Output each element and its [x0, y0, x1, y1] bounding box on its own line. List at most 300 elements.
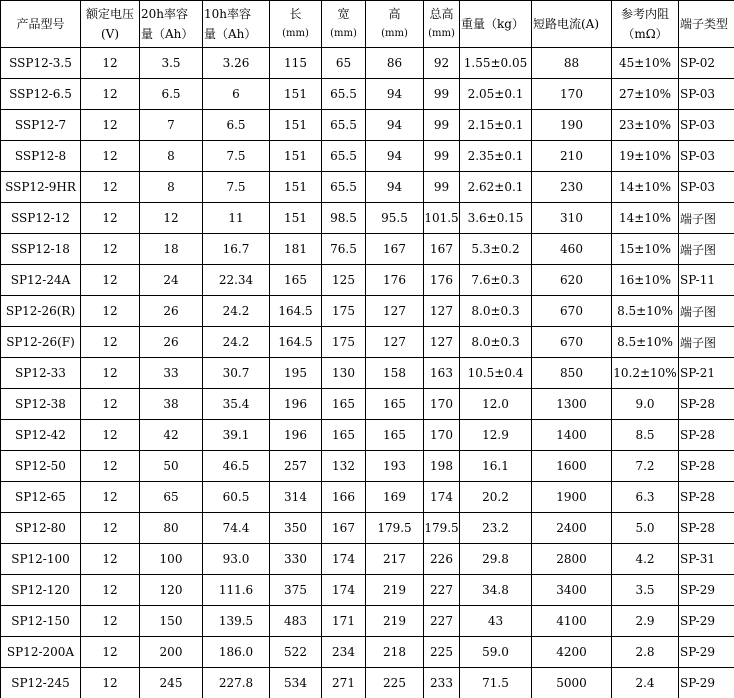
cell-short-circuit: 190 — [532, 110, 612, 141]
cell-terminal: SP-03 — [679, 141, 734, 172]
cell-resistance: 14±10% — [612, 172, 679, 203]
cell-terminal: SP-28 — [679, 420, 734, 451]
cell-cap10: 111.6 — [203, 575, 270, 606]
cell-width: 166 — [322, 482, 366, 513]
cell-length: 151 — [270, 172, 322, 203]
cell-short-circuit: 850 — [532, 358, 612, 389]
cell-resistance: 2.9 — [612, 606, 679, 637]
cell-width: 271 — [322, 668, 366, 698]
cell-length: 375 — [270, 575, 322, 606]
table-row — [1, 203, 734, 234]
cell-cap20: 3.5 — [140, 48, 203, 79]
header-width — [322, 1, 366, 48]
cell-short-circuit: 460 — [532, 234, 612, 265]
header-terminal: 端子类型 — [679, 1, 734, 48]
cell-terminal: SP-02 — [679, 48, 734, 79]
header-voltage — [81, 1, 140, 48]
header-total-height-label: 总高 — [429, 7, 454, 21]
cell-cap10: 24.2 — [203, 296, 270, 327]
cell-short-circuit: 4100 — [532, 606, 612, 637]
cell-model: SP12-65 — [1, 482, 81, 513]
cell-total-height: 198 — [424, 451, 460, 482]
cell-cap20: 12 — [140, 203, 203, 234]
cell-length: 196 — [270, 420, 322, 451]
cell-model: SP12-120 — [1, 575, 81, 606]
cell-voltage: 12 — [81, 110, 140, 141]
cell-width: 165 — [322, 389, 366, 420]
cell-cap10: 186.0 — [203, 637, 270, 668]
cell-height: 127 — [366, 327, 424, 358]
cell-short-circuit: 3400 — [532, 575, 612, 606]
cell-model: SSP12-6.5 — [1, 79, 81, 110]
cell-terminal: SP-29 — [679, 606, 734, 637]
header-length-unit: (mm) — [282, 28, 309, 39]
cell-length: 165 — [270, 265, 322, 296]
table-row — [1, 79, 734, 110]
cell-height: 167 — [366, 234, 424, 265]
cell-voltage: 12 — [81, 668, 140, 698]
cell-total-height: 163 — [424, 358, 460, 389]
cell-height: 218 — [366, 637, 424, 668]
cell-voltage: 12 — [81, 637, 140, 668]
cell-weight: 12.0 — [460, 389, 532, 420]
table-row — [1, 420, 734, 451]
header-weight: 重量（kg） — [460, 1, 532, 48]
cell-model: SSP12-9HR — [1, 172, 81, 203]
cell-weight: 2.15±0.1 — [460, 110, 532, 141]
cell-terminal: SP-31 — [679, 544, 734, 575]
cell-short-circuit: 210 — [532, 141, 612, 172]
table-row — [1, 637, 734, 668]
cell-short-circuit: 4200 — [532, 637, 612, 668]
cell-cap20: 38 — [140, 389, 203, 420]
cell-voltage: 12 — [81, 389, 140, 420]
cell-voltage: 12 — [81, 358, 140, 389]
cell-cap20: 6.5 — [140, 79, 203, 110]
cell-height: 127 — [366, 296, 424, 327]
cell-cap20: 120 — [140, 575, 203, 606]
cell-cap20: 80 — [140, 513, 203, 544]
cell-width: 65.5 — [322, 172, 366, 203]
cell-total-height: 101.5 — [424, 203, 460, 234]
table-row — [1, 327, 734, 358]
cell-length: 314 — [270, 482, 322, 513]
cell-width: 175 — [322, 327, 366, 358]
cell-length: 196 — [270, 389, 322, 420]
cell-total-height: 176 — [424, 265, 460, 296]
cell-model: SP12-38 — [1, 389, 81, 420]
cell-length: 151 — [270, 79, 322, 110]
cell-terminal: SP-11 — [679, 265, 734, 296]
table-row — [1, 482, 734, 513]
header-resistance — [612, 1, 679, 48]
cell-terminal: SP-03 — [679, 172, 734, 203]
cell-height: 158 — [366, 358, 424, 389]
cell-resistance: 9.0 — [612, 389, 679, 420]
cell-weight: 23.2 — [460, 513, 532, 544]
cell-short-circuit: 310 — [532, 203, 612, 234]
cell-cap10: 227.8 — [203, 668, 270, 698]
header-cap10-label: 10h率容 — [204, 7, 251, 21]
cell-voltage: 12 — [81, 513, 140, 544]
cell-terminal: SP-29 — [679, 575, 734, 606]
cell-terminal: SP-28 — [679, 513, 734, 544]
cell-cap10: 139.5 — [203, 606, 270, 637]
cell-width: 65.5 — [322, 79, 366, 110]
cell-voltage: 12 — [81, 544, 140, 575]
cell-length: 164.5 — [270, 327, 322, 358]
cell-total-height: 227 — [424, 575, 460, 606]
cell-width: 175 — [322, 296, 366, 327]
header-length-label: 长 — [289, 7, 302, 21]
cell-voltage: 12 — [81, 79, 140, 110]
cell-voltage: 12 — [81, 265, 140, 296]
cell-voltage: 12 — [81, 296, 140, 327]
cell-terminal: SP-29 — [679, 637, 734, 668]
cell-cap10: 46.5 — [203, 451, 270, 482]
cell-total-height: 167 — [424, 234, 460, 265]
cell-weight: 5.3±0.2 — [460, 234, 532, 265]
cell-model: SP12-150 — [1, 606, 81, 637]
cell-resistance: 15±10% — [612, 234, 679, 265]
cell-voltage: 12 — [81, 327, 140, 358]
header-resistance-unit: （mΩ） — [622, 27, 668, 41]
table-row — [1, 606, 734, 637]
cell-cap20: 8 — [140, 172, 203, 203]
cell-cap20: 8 — [140, 141, 203, 172]
cell-model: SP12-42 — [1, 420, 81, 451]
cell-resistance: 10.2±10% — [612, 358, 679, 389]
table-row — [1, 513, 734, 544]
cell-resistance: 6.3 — [612, 482, 679, 513]
cell-width: 65.5 — [322, 141, 366, 172]
cell-total-height: 225 — [424, 637, 460, 668]
cell-length: 330 — [270, 544, 322, 575]
cell-model: SP12-26(F) — [1, 327, 81, 358]
cell-width: 174 — [322, 544, 366, 575]
cell-height: 179.5 — [366, 513, 424, 544]
cell-voltage: 12 — [81, 420, 140, 451]
cell-length: 534 — [270, 668, 322, 698]
cell-cap10: 11 — [203, 203, 270, 234]
table-row — [1, 48, 734, 79]
cell-resistance: 2.8 — [612, 637, 679, 668]
cell-total-height: 170 — [424, 389, 460, 420]
cell-length: 257 — [270, 451, 322, 482]
cell-cap20: 24 — [140, 265, 203, 296]
cell-short-circuit: 670 — [532, 296, 612, 327]
cell-weight: 1.55±0.05 — [460, 48, 532, 79]
cell-cap20: 65 — [140, 482, 203, 513]
cell-short-circuit: 2400 — [532, 513, 612, 544]
table-row — [1, 265, 734, 296]
cell-resistance: 19±10% — [612, 141, 679, 172]
cell-weight: 8.0±0.3 — [460, 296, 532, 327]
cell-resistance: 8.5 — [612, 420, 679, 451]
cell-terminal: SP-28 — [679, 451, 734, 482]
cell-length: 483 — [270, 606, 322, 637]
cell-height: 94 — [366, 79, 424, 110]
cell-total-height: 174 — [424, 482, 460, 513]
cell-terminal: 端子图 — [679, 327, 734, 358]
cell-height: 225 — [366, 668, 424, 698]
cell-cap20: 100 — [140, 544, 203, 575]
cell-resistance: 8.5±10% — [612, 327, 679, 358]
cell-voltage: 12 — [81, 141, 140, 172]
cell-weight: 10.5±0.4 — [460, 358, 532, 389]
cell-model: SP12-33 — [1, 358, 81, 389]
cell-length: 195 — [270, 358, 322, 389]
cell-terminal: SP-28 — [679, 389, 734, 420]
cell-length: 151 — [270, 141, 322, 172]
table-row — [1, 141, 734, 172]
table-row — [1, 172, 734, 203]
table-row — [1, 544, 734, 575]
cell-weight: 71.5 — [460, 668, 532, 698]
cell-short-circuit: 2800 — [532, 544, 612, 575]
table-row — [1, 110, 734, 141]
cell-width: 125 — [322, 265, 366, 296]
cell-width: 165 — [322, 420, 366, 451]
header-width-unit: (mm) — [330, 28, 357, 39]
cell-total-height: 179.5 — [424, 513, 460, 544]
cell-height: 94 — [366, 110, 424, 141]
cell-width: 76.5 — [322, 234, 366, 265]
cell-voltage: 12 — [81, 203, 140, 234]
cell-short-circuit: 670 — [532, 327, 612, 358]
cell-length: 151 — [270, 110, 322, 141]
cell-cap20: 18 — [140, 234, 203, 265]
cell-terminal: SP-03 — [679, 110, 734, 141]
cell-weight: 12.9 — [460, 420, 532, 451]
cell-total-height: 127 — [424, 296, 460, 327]
cell-total-height: 226 — [424, 544, 460, 575]
cell-cap20: 245 — [140, 668, 203, 698]
cell-resistance: 5.0 — [612, 513, 679, 544]
cell-model: SSP12-3.5 — [1, 48, 81, 79]
header-cap20 — [140, 1, 203, 48]
header-height-unit: (mm) — [381, 28, 408, 39]
cell-cap10: 3.26 — [203, 48, 270, 79]
cell-cap20: 42 — [140, 420, 203, 451]
table-row — [1, 358, 734, 389]
header-model: 产品型号 — [1, 1, 81, 48]
cell-weight: 3.6±0.15 — [460, 203, 532, 234]
cell-weight: 2.35±0.1 — [460, 141, 532, 172]
header-height-label: 高 — [388, 7, 401, 21]
table-row — [1, 296, 734, 327]
table-row — [1, 451, 734, 482]
cell-weight: 7.6±0.3 — [460, 265, 532, 296]
cell-model: SSP12-7 — [1, 110, 81, 141]
cell-short-circuit: 620 — [532, 265, 612, 296]
cell-short-circuit: 230 — [532, 172, 612, 203]
header-length — [270, 1, 322, 48]
cell-terminal: 端子图 — [679, 203, 734, 234]
cell-weight: 8.0±0.3 — [460, 327, 532, 358]
cell-model: SP12-245 — [1, 668, 81, 698]
cell-total-height: 99 — [424, 110, 460, 141]
cell-terminal: 端子图 — [679, 234, 734, 265]
cell-total-height: 170 — [424, 420, 460, 451]
cell-terminal: SP-28 — [679, 482, 734, 513]
cell-resistance: 4.2 — [612, 544, 679, 575]
cell-weight: 29.8 — [460, 544, 532, 575]
cell-voltage: 12 — [81, 234, 140, 265]
cell-length: 522 — [270, 637, 322, 668]
header-cap10 — [203, 1, 270, 48]
header-cap20-label: 20h率容 — [141, 7, 188, 21]
cell-cap20: 33 — [140, 358, 203, 389]
cell-cap10: 6 — [203, 79, 270, 110]
cell-cap10: 93.0 — [203, 544, 270, 575]
cell-short-circuit: 88 — [532, 48, 612, 79]
cell-resistance: 23±10% — [612, 110, 679, 141]
cell-weight: 2.62±0.1 — [460, 172, 532, 203]
cell-resistance: 16±10% — [612, 265, 679, 296]
cell-height: 193 — [366, 451, 424, 482]
cell-cap10: 74.4 — [203, 513, 270, 544]
header-short-circuit: 短路电流(A) — [532, 1, 612, 48]
header-cap20-unit: 量（Ah） — [141, 27, 194, 41]
cell-height: 165 — [366, 389, 424, 420]
cell-cap10: 35.4 — [203, 389, 270, 420]
cell-resistance: 45±10% — [612, 48, 679, 79]
cell-total-height: 127 — [424, 327, 460, 358]
cell-total-height: 233 — [424, 668, 460, 698]
cell-total-height: 99 — [424, 141, 460, 172]
cell-width: 132 — [322, 451, 366, 482]
cell-height: 94 — [366, 172, 424, 203]
cell-height: 219 — [366, 606, 424, 637]
cell-model: SP12-50 — [1, 451, 81, 482]
cell-width: 171 — [322, 606, 366, 637]
header-cap10-unit: 量（Ah） — [204, 27, 257, 41]
table-row — [1, 575, 734, 606]
cell-cap10: 39.1 — [203, 420, 270, 451]
cell-terminal: 端子图 — [679, 296, 734, 327]
cell-model: SSP12-18 — [1, 234, 81, 265]
cell-resistance: 27±10% — [612, 79, 679, 110]
cell-width: 167 — [322, 513, 366, 544]
cell-voltage: 12 — [81, 606, 140, 637]
cell-width: 65 — [322, 48, 366, 79]
cell-short-circuit: 1600 — [532, 451, 612, 482]
cell-total-height: 227 — [424, 606, 460, 637]
cell-height: 94 — [366, 141, 424, 172]
cell-height: 176 — [366, 265, 424, 296]
cell-cap10: 7.5 — [203, 141, 270, 172]
cell-height: 169 — [366, 482, 424, 513]
cell-cap10: 6.5 — [203, 110, 270, 141]
cell-weight: 2.05±0.1 — [460, 79, 532, 110]
cell-resistance: 14±10% — [612, 203, 679, 234]
cell-width: 98.5 — [322, 203, 366, 234]
cell-cap10: 16.7 — [203, 234, 270, 265]
cell-voltage: 12 — [81, 482, 140, 513]
table-row — [1, 389, 734, 420]
header-height — [366, 1, 424, 48]
header-total-height-unit: (mm) — [428, 28, 455, 39]
cell-terminal: SP-03 — [679, 79, 734, 110]
cell-model: SP12-24A — [1, 265, 81, 296]
table-row — [1, 234, 734, 265]
cell-model: SP12-26(R) — [1, 296, 81, 327]
cell-length: 115 — [270, 48, 322, 79]
cell-total-height: 99 — [424, 172, 460, 203]
cell-model: SSP12-12 — [1, 203, 81, 234]
cell-short-circuit: 1300 — [532, 389, 612, 420]
cell-resistance: 3.5 — [612, 575, 679, 606]
cell-cap20: 26 — [140, 327, 203, 358]
cell-width: 234 — [322, 637, 366, 668]
header-total-height — [424, 1, 460, 48]
cell-voltage: 12 — [81, 451, 140, 482]
cell-width: 174 — [322, 575, 366, 606]
cell-height: 217 — [366, 544, 424, 575]
header-width-label: 宽 — [337, 7, 350, 21]
cell-cap20: 7 — [140, 110, 203, 141]
cell-terminal: SP-29 — [679, 668, 734, 698]
cell-short-circuit: 5000 — [532, 668, 612, 698]
cell-resistance: 8.5±10% — [612, 296, 679, 327]
table-body — [1, 48, 734, 698]
cell-model: SSP12-8 — [1, 141, 81, 172]
cell-terminal: SP-21 — [679, 358, 734, 389]
cell-cap20: 26 — [140, 296, 203, 327]
cell-length: 350 — [270, 513, 322, 544]
cell-cap20: 200 — [140, 637, 203, 668]
cell-total-height: 92 — [424, 48, 460, 79]
cell-voltage: 12 — [81, 48, 140, 79]
cell-voltage: 12 — [81, 575, 140, 606]
cell-weight: 20.2 — [460, 482, 532, 513]
cell-short-circuit: 1400 — [532, 420, 612, 451]
table-row — [1, 668, 734, 698]
header-voltage-unit: (V) — [100, 27, 120, 41]
cell-weight: 16.1 — [460, 451, 532, 482]
header-voltage-label: 额定电压 — [85, 7, 134, 21]
cell-length: 164.5 — [270, 296, 322, 327]
cell-height: 95.5 — [366, 203, 424, 234]
cell-resistance: 7.2 — [612, 451, 679, 482]
cell-cap20: 50 — [140, 451, 203, 482]
cell-model: SP12-200A — [1, 637, 81, 668]
table-header-row — [1, 1, 734, 48]
cell-cap20: 150 — [140, 606, 203, 637]
cell-height: 165 — [366, 420, 424, 451]
cell-height: 219 — [366, 575, 424, 606]
cell-weight: 34.8 — [460, 575, 532, 606]
cell-cap10: 24.2 — [203, 327, 270, 358]
cell-model: SP12-100 — [1, 544, 81, 575]
cell-length: 151 — [270, 203, 322, 234]
cell-resistance: 2.4 — [612, 668, 679, 698]
cell-cap10: 60.5 — [203, 482, 270, 513]
cell-cap10: 22.34 — [203, 265, 270, 296]
cell-model: SP12-80 — [1, 513, 81, 544]
cell-width: 130 — [322, 358, 366, 389]
cell-short-circuit: 1900 — [532, 482, 612, 513]
cell-length: 181 — [270, 234, 322, 265]
cell-total-height: 99 — [424, 79, 460, 110]
cell-weight: 43 — [460, 606, 532, 637]
cell-cap10: 30.7 — [203, 358, 270, 389]
cell-width: 65.5 — [322, 110, 366, 141]
cell-cap10: 7.5 — [203, 172, 270, 203]
cell-weight: 59.0 — [460, 637, 532, 668]
header-resistance-label: 参考内阻 — [620, 7, 669, 21]
